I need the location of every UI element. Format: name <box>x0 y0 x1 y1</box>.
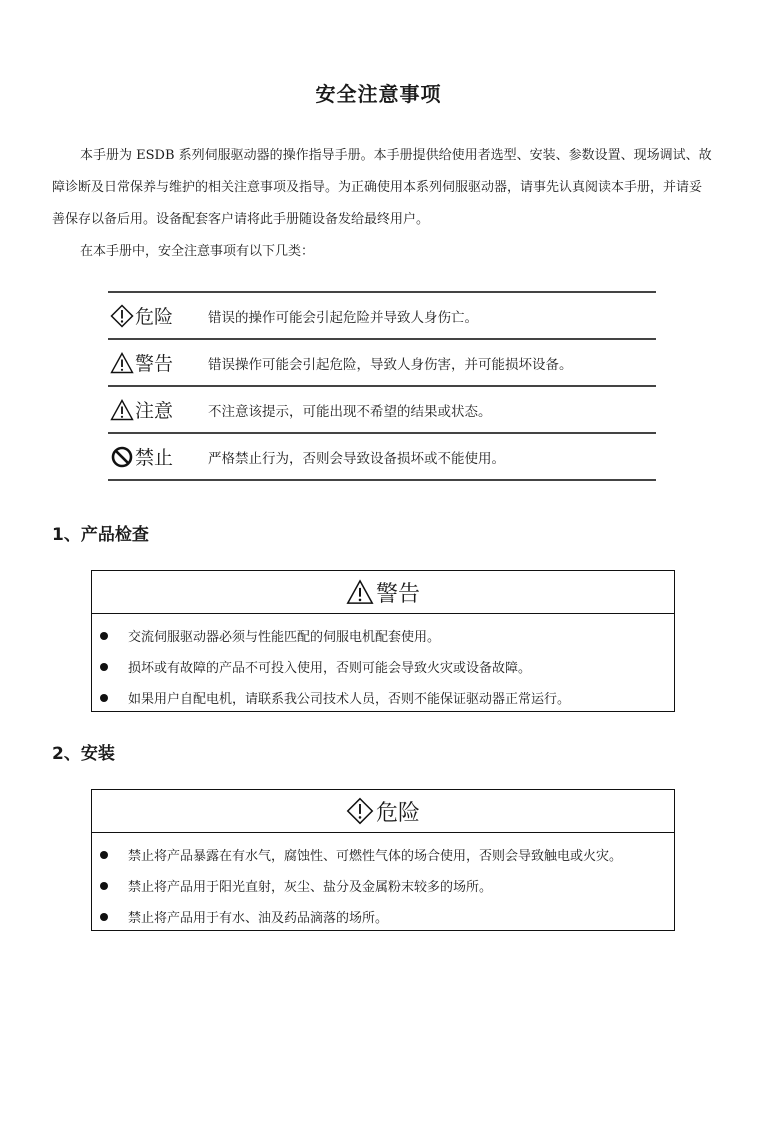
bullet-icon <box>100 882 108 890</box>
diamond-exclamation-icon <box>110 304 134 328</box>
box-header <box>92 571 674 614</box>
legend-label-prohibited: 禁止 <box>135 447 174 469</box>
bullet-icon <box>100 632 108 640</box>
legend-desc-warning: 错误操作可能会引起危险，导致人身伤害，并可能损坏设备。 <box>208 356 573 373</box>
legend-row-prohibited <box>108 434 656 481</box>
danger-box-installation <box>91 789 675 931</box>
intro-paragraph: 本手册为 ESDB 系列伺服驱动器的操作指导手册。本手册提供给使用者选型、安装、参数设置、现场调试、故障诊断及日常保养与维护的相关注意事项及指导。为正确使用本系列伺服驱动器，请事先认真阅读本手册，并请妥善保存以备后用。设备配套客户请将此手册随设备发给最终用户。 <box>52 148 712 227</box>
box-header <box>92 790 674 833</box>
legend-desc-caution: 不注意该提示，可能出现不希望的结果或状态。 <box>208 403 492 420</box>
warning-triangle-icon <box>346 579 374 605</box>
legend-label-danger: 危险 <box>135 306 174 328</box>
box-label: 警告 <box>375 581 420 607</box>
legend-desc-danger: 错误的操作可能会引起危险并导致人身伤亡。 <box>208 309 478 326</box>
section-heading-product-inspection: 1、产品检查 <box>52 525 149 545</box>
legend-label-warning: 警告 <box>135 353 174 375</box>
list-item: 禁止将产品用于有水、油及药品滴落的场所。 <box>92 901 674 932</box>
bullet-icon <box>100 851 108 859</box>
diamond-exclamation-icon <box>346 797 374 825</box>
legend-desc-prohibited: 严格禁止行为，否则会导致设备损坏或不能使用。 <box>208 450 505 467</box>
list-item: 如果用户自配电机，请联系我公司技术人员，否则不能保证驱动器正常运行。 <box>92 682 674 713</box>
legend-row-warning <box>108 340 656 387</box>
legend-label-caution: 注意 <box>135 400 174 422</box>
list-item: 交流伺服驱动器必须与性能匹配的伺服电机配套使用。 <box>92 620 674 651</box>
bullet-list <box>92 614 674 713</box>
box-label: 危险 <box>375 800 420 826</box>
page-title: 安全注意事项 <box>315 82 442 106</box>
bullet-list <box>92 833 674 932</box>
legend-row-danger <box>108 293 656 340</box>
safety-legend-table <box>108 291 656 481</box>
list-item: 禁止将产品暴露在有水气，腐蚀性、可燃性气体的场合使用，否则会导致触电或火灾。 <box>92 839 674 870</box>
warning-box-product-inspection <box>91 570 675 712</box>
categories-intro: 在本手册中，安全注意事项有以下几类： <box>80 244 315 259</box>
warning-triangle-icon <box>110 399 134 421</box>
prohibited-icon <box>110 445 134 469</box>
bullet-icon <box>100 663 108 671</box>
bullet-icon <box>100 913 108 921</box>
warning-triangle-icon <box>110 352 134 374</box>
section-heading-installation: 2、安装 <box>52 744 115 764</box>
legend-row-caution <box>108 387 656 434</box>
list-item: 禁止将产品用于阳光直射，灰尘、盐分及金属粉末较多的场所。 <box>92 870 674 901</box>
bullet-icon <box>100 694 108 702</box>
list-item: 损坏或有故障的产品不可投入使用，否则可能会导致火灾或设备故障。 <box>92 651 674 682</box>
